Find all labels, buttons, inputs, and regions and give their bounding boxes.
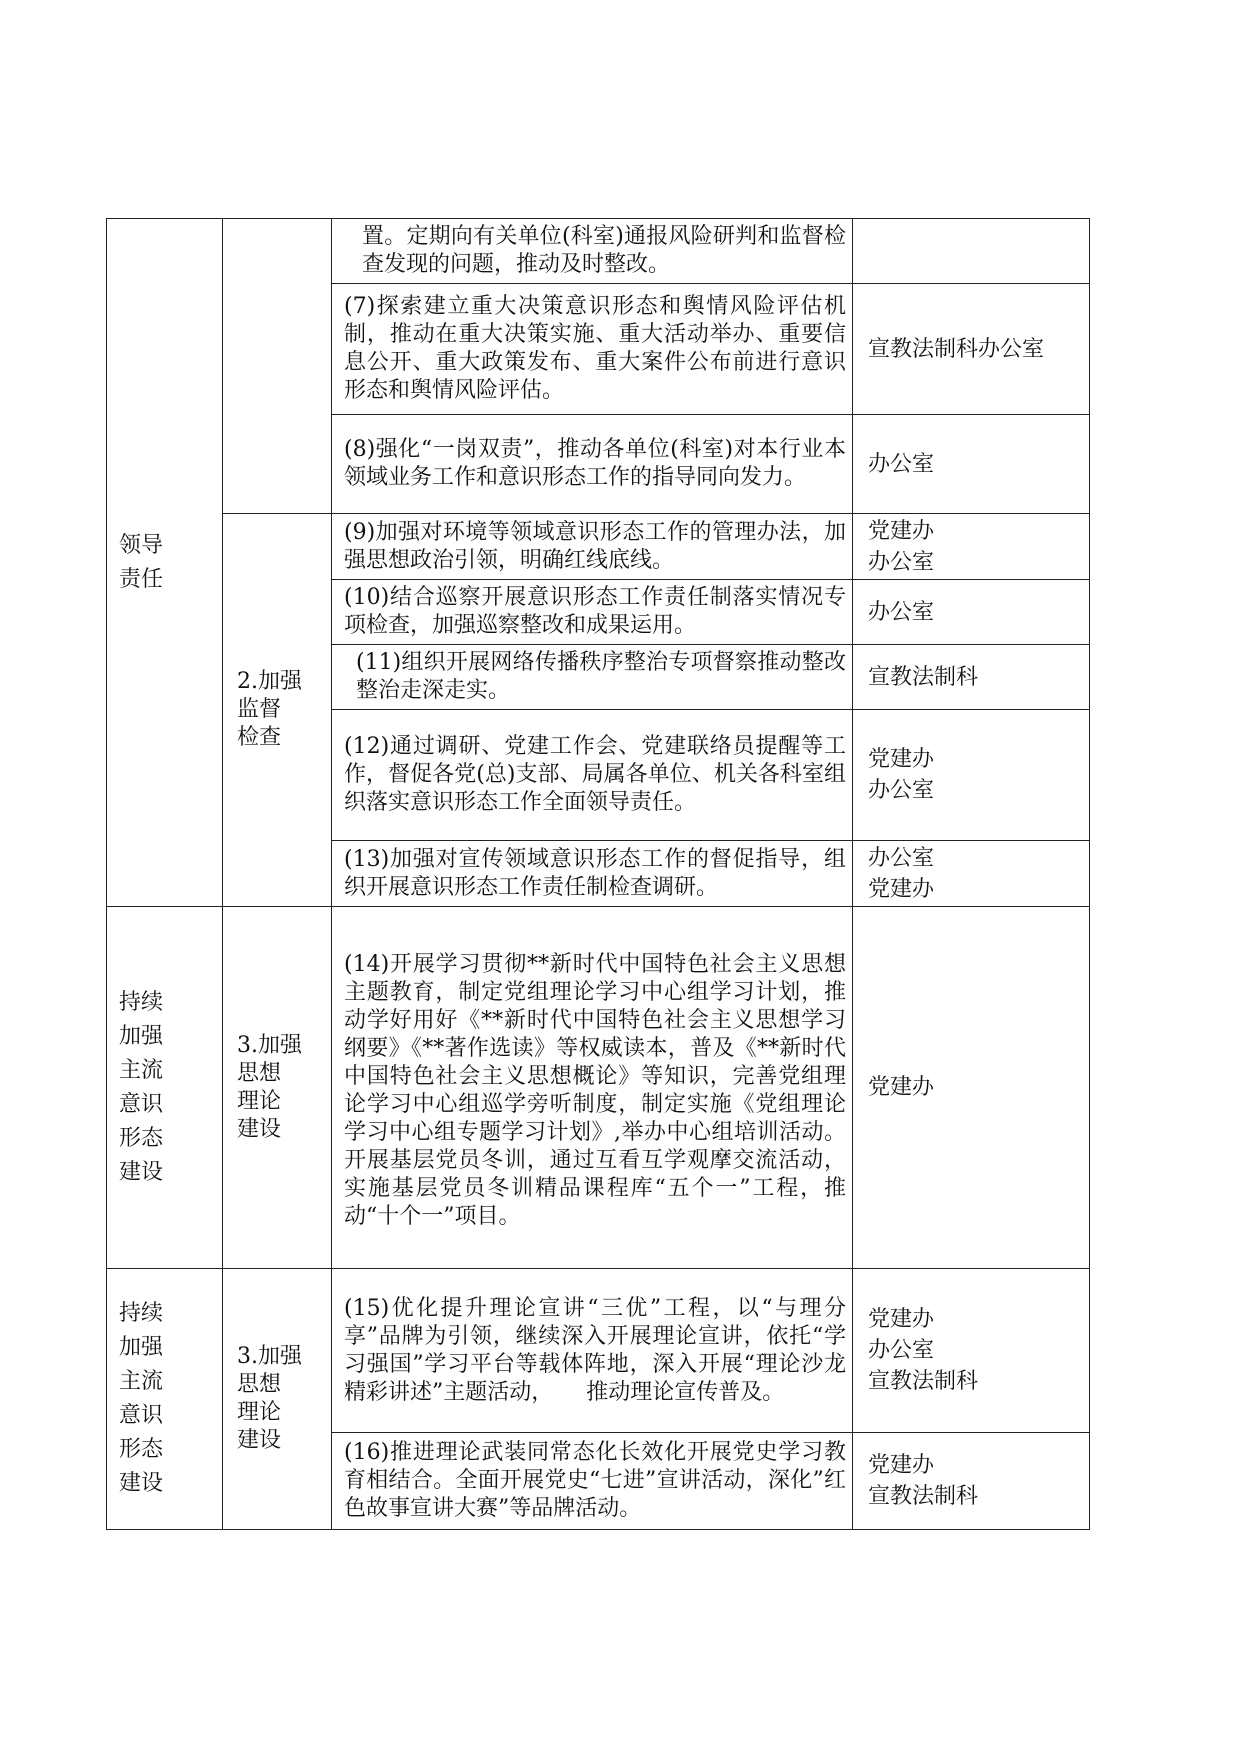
dept-name: 办公室: [868, 778, 935, 803]
category-line: 意识: [119, 1403, 164, 1428]
category-line: 形态: [119, 1437, 164, 1462]
category-line: 主流: [119, 1057, 164, 1083]
subcategory-line: 理论: [237, 1088, 282, 1114]
dept-name: 党建办: [868, 747, 935, 772]
dept-name: 党建办: [868, 1307, 935, 1332]
subcategory-line: 思想: [237, 1060, 282, 1086]
category-line: 建设: [119, 1159, 164, 1185]
task-text: (9)加强对环境等领域意识形态工作的管理办法，加强思想政治引领，明确红线底线。: [344, 519, 846, 573]
task-cell: [332, 514, 853, 580]
subcategory-line: 监督: [237, 697, 282, 722]
dept-cell: [853, 710, 1090, 841]
subcategory-cell: [223, 907, 332, 1269]
task-cell: [332, 710, 853, 841]
dept-name: 宣教法制科: [868, 664, 979, 690]
task-cell: [332, 284, 853, 415]
subcategory-line: 3.加强: [237, 1032, 302, 1058]
category-cell: [107, 1269, 223, 1530]
category-line: 加强: [119, 1335, 164, 1360]
task-cell: [332, 907, 853, 1269]
subcategory-line: 建设: [237, 1116, 282, 1142]
category-line: 持续: [119, 1301, 164, 1326]
dept-cell: [853, 219, 1090, 284]
dept-name: 宣教法制科: [868, 1369, 979, 1394]
dept-cell: [853, 580, 1090, 645]
subcategory-cell: [223, 1269, 332, 1530]
subcategory-line: 思想: [237, 1372, 282, 1397]
category-cell: [107, 907, 223, 1269]
dept-name: 办公室: [868, 599, 935, 625]
work-plan-table: [106, 218, 1090, 1530]
subcategory-line: 检查: [237, 725, 282, 750]
category-line: 形态: [119, 1125, 164, 1151]
dept-name: 办公室: [868, 1338, 935, 1363]
task-cell: [332, 645, 853, 710]
task-cell: [332, 841, 853, 907]
subcategory-line: 理论: [237, 1400, 282, 1425]
category-line: 意识: [119, 1091, 164, 1117]
category-line: 领导: [119, 532, 164, 558]
subcategory-line: 2.加强: [237, 669, 302, 694]
task-text: (7)探索建立重大决策意识形态和舆情风险评估机制，推动在重大决策实施、重大活动举办、重要信息公开、重大政策发布、重大案件公布前进行意识形态和舆情风险评估。: [344, 294, 846, 403]
category-line: 责任: [119, 566, 164, 592]
dept-name: 宣教法制科: [868, 1484, 979, 1509]
dept-name: 党建办: [868, 1075, 935, 1100]
category-line: 持续: [119, 989, 164, 1015]
category-line: 建设: [119, 1471, 164, 1496]
dept-cell: [853, 645, 1090, 710]
dept-cell: [853, 415, 1090, 514]
task-text: (13)加强对宣传领域意识形态工作的督促指导，组织开展意识形态工作责任制检查调研。: [344, 846, 846, 900]
task-text: (14)开展学习贯彻**新时代中国特色社会主义思想主题教育，制定党组理论学习中心组学习计划，推动学好用好《**新时代中国特色社会主义思想学习纲要》《**著作选读》等权威读本，普及《**新时代中国特色社会主义思想概论》等知识，完善党组理论学习中心组巡学旁听制度，制定实施《党组理论学习中心组专题学习计划》,举办中心组培训活动。开展基层党员冬训，通过互看互学观摩交流活动，实施基层党员冬训精品课程库“五个一”工程，推动“十个一”项目。: [344, 951, 846, 1229]
task-cell: [332, 219, 853, 284]
dept-cell: [853, 514, 1090, 580]
dept-name: 宣教法制科办公室: [868, 336, 1045, 362]
dept-name: 办公室: [868, 549, 935, 575]
task-text: (8)强化“一岗双责”，推动各单位(科室)对本行业本领域业务工作和意识形态工作的指导同向发力。: [344, 437, 846, 490]
dept-cell: [853, 284, 1090, 415]
table-row: [107, 514, 1090, 580]
task-text: 置。定期向有关单位(科室)通报风险研判和监督检查发现的问题，推动及时整改。: [362, 224, 846, 277]
dept-cell: [853, 907, 1090, 1269]
category-line: 主流: [119, 1369, 164, 1394]
task-cell: [332, 415, 853, 514]
subcategory-cell: [223, 219, 332, 514]
dept-name: 办公室: [868, 845, 935, 871]
subcategory-line: 建设: [237, 1428, 282, 1453]
table-row: [107, 1269, 1090, 1433]
dept-name: 党建办: [868, 1453, 935, 1478]
task-text: (16)推进理论武装同常态化长效化开展党史学习教育相结合。全面开展党史“七进”宣讲活动，深化”红色故事宣讲大赛”等品牌活动。: [344, 1440, 846, 1521]
subcategory-cell: [223, 514, 332, 907]
dept-cell: [853, 1433, 1090, 1530]
dept-cell: [853, 841, 1090, 907]
task-cell: [332, 1433, 853, 1530]
task-cell: [332, 580, 853, 645]
dept-name: 办公室: [868, 451, 935, 477]
task-text: (11)组织开展网络传播秩序整治专项督察推动整改整治走深走实。: [356, 650, 846, 703]
task-text: (12)通过调研、党建工作会、党建联络员提醒等工作，督促各党(总)支部、局属各单位、机关各科室组织落实意识形态工作全面领导责任。: [344, 734, 846, 815]
dept-name: 党建办: [868, 518, 935, 544]
task-text: (10)结合巡察开展意识形态工作责任制落实情况专项检查，加强巡察整改和成果运用。: [344, 585, 846, 638]
category-cell: [107, 219, 223, 907]
subcategory-line: 3.加强: [237, 1344, 302, 1369]
task-text: (15)优化提升理论宣讲“三优”工程，以“与理分享”品牌为引领，继续深入开展理论宣讲，依托“学习强国”学习平台等载体阵地，深入开展“理论沙龙精彩讲述”主题活动， 推动理论宣传普及。: [344, 1295, 846, 1405]
task-cell: [332, 1269, 853, 1433]
dept-cell: [853, 1269, 1090, 1433]
dept-name: 党建办: [868, 876, 935, 902]
table-row: [107, 907, 1090, 1269]
table-row: [107, 219, 1090, 284]
category-line: 加强: [119, 1023, 164, 1049]
